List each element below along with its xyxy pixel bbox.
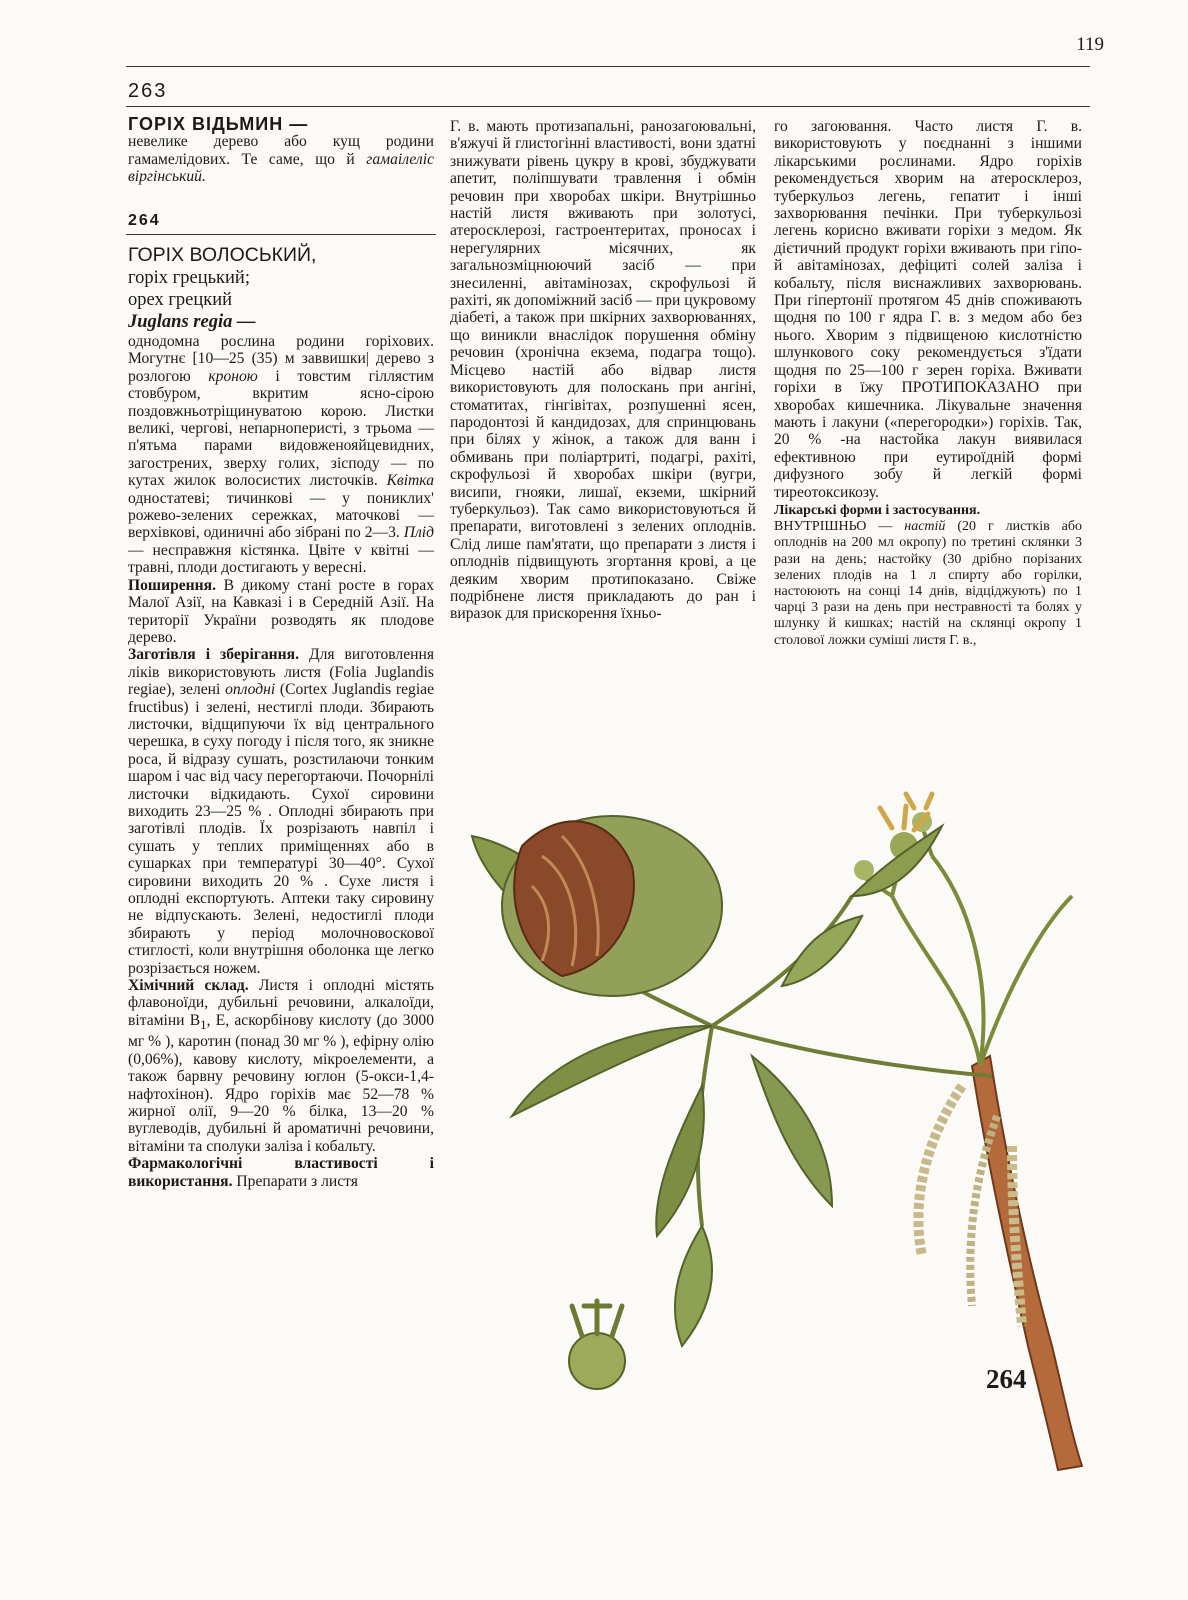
harvesting-paragraph: Заготівля і зберігання. Для виготовлення ліків використовують листя (Folia Juglandis regiae), зелені оплодні (Cortex Juglandis regiae fructibus) і зелені, нестиглі плоди. Збирають листочки, відщипуючи їх від центрального черешка, в суху погоду і після того, як зникне роса, й відразу сушать, розстилаючи тонким шаром і час від часу перегортаючи. Почорнілі листочки відкидають. Сухої сировини виходить 23—25 % . Оплодні збирають при заготівлі плодів. Їх розрізають навпіл і сушать у теплих приміщеннях або в сушарках при температурі 30—40°. Сухої сировини виходить 20 % . Сухе листя і оплодні експортують. Аптеки таку сировину не відпускають. Зелені, недостиглі плоди збирають у період молочновоскової стиглості, коли внутрішня оболонка ще легко розрізається ножем. — [128, 646, 435, 977]
chemistry-paragraph: Хімічний склад. Листя і оплодні містять флавоноїди, дубильні речовини, алкалоїди, вітаміни $B_1$, E, аскорбінову кислоту (до 3000 мг % ), каротин (понад 30 мг % ), ефірну олію (0,06%), кавову кислоту, мікроелементи, а також барвну речовину юглон (5-окси-1,4-нафтохінон). Ядро горіхів має 52—78 % жирної олії, 9—20 % білка, 13—20 % вуглеводів, дубильні й ароматичні речовини, вітаміни та сполуки заліза і кобальту. — [128, 977, 435, 1155]
top-rule — [126, 66, 1090, 67]
entry-263-text: невелике дерево або кущ родини гамамелідових. Те саме, що й гамаілеліс віргінський. — [128, 133, 434, 186]
leaflet — [656, 1086, 704, 1236]
figure-label: 264 — [986, 1364, 1027, 1394]
entry-264-column — [128, 244, 434, 1190]
distribution-paragraph: Поширення. В дикому стані росте в горах Малої Азії, на Кавказі і в Середній Азії. На території України розводять як плодове дерево. — [128, 576, 434, 646]
entry-number-263: 263 — [128, 80, 168, 102]
entry-rule — [126, 106, 1090, 107]
female-flower-detail — [569, 1333, 625, 1389]
synonym-russian: орех грецкий — [128, 290, 233, 310]
column-2-text — [450, 118, 756, 623]
synonym-ukrainian: горіх грецький; — [128, 268, 250, 288]
entry-263-title: ГОРІХ ВІДЬМИН — — [128, 114, 309, 134]
branch-stem — [972, 1056, 1082, 1470]
entry-263 — [128, 116, 434, 186]
description-paragraph: однодомна рослина родини горіхових. Могутнє [10—25 (35) м заввишки| дерево з розлогою кроною і товстим гіллястим стовбуром, вкритим ясно-сірою поздовжньотріщинуватою корою. Листки великі, чергові, непарноперисті, з трьома — п'ятьма парами видовженояйцевидних, загострених, зверху голих, зісподу — по кутах жилок волосистих листочків. Квітка одностатеві; тичинкові — у пониклих' рожево-зелених сережках, маточкові — верхівкові, одиничні або зібрані по 2—3. Плід — несправжня кістянка. Цвіте v квітні — травні, плоди достигають у вересні. — [128, 333, 434, 577]
entry-number-264: 264 — [128, 212, 161, 229]
leaflet — [675, 1226, 712, 1346]
pharmacology-continued-2: го загоювання. Часто листя Г. в. використовують у поєднанні з іншими лікарськими рослинами. Ядро горіхів рекомендується хворим на атеросклероз, туберкульоз легень, гепатит і інші захворювання печінки. При туберкульозі легень корисно вживати горіхи з медом. Як дієтичний продукт горіхи вживають при гіпо- й авітамінозах, дефіциті солей заліза і кобальту, після виснажливих захворювань. При гіпертонії протягом 45 днів споживають щодня по 100 г ядра Г. в. з медом або без нього. Хворим з підвищеною кислотністю шлункового соку рекомендується з'їдати щодня по 25—100 г зерен горіха. Вживати горіхи в їжу ПРОТИПОКАЗАНО при хворобах кишечника. Лікувальне значення мають і лакуни («перегородки») горіхів. Так, 20 % -на настойка лакун виявилася ефективною при еутироїдній формі дифузного зобу й легкій формі тиреотоксикозу. — [774, 118, 1082, 501]
pharmacology-continued: Г. в. мають протизапальні, ранозагоювальні, в'яжучі й глистогінні властивості, вони здатні знижувати рівень цукру в крові, збуджувати апетит, поліпшувати травлення і обмін речовин при хворобах шкіри. Внутрішньо настій листя вживають при золотусі, атеросклерозі, гастроентеритах, проносах і нерегулярних місячних, як загальнозміцнюючий засіб — при знесиленні, авітамінозах, скрофульозі й рахіті, як допоміжний засіб — при цукровому діабеті, а також при шкірних захворюваннях, що виникли внаслідок порушення обміну речовин (хронічна екзема, подагра тощо). Місцево настій або відвар листя використовують для полоскань при ангіні, стоматитах, гінгівітах, розпушенні ясен, пародонтозі й кандидозах, для спринцювань при білях у жінок, а також для ванн і обмивань при поліартриті, подагрі, рахіті, скрофульозі й хворобах шкіри (вугри, висипи, гнояки, лишаї, екземи, шкірний туберкульоз). Так само використовуються й препарати, виготовлені з зелених оплоднів. Слід лише пам'ятати, що препарати з листя і оплоднів підвищують згортання крові, а це деяким хворим протипоказано. Свіже подрібнене листя прикладають до ран і виразок для прискорення їхньо- — [450, 118, 756, 623]
page-number: 119 — [1076, 34, 1104, 55]
male-catkin — [918, 1086, 962, 1256]
pharmacology-paragraph: Фармакологічні властивості і використання. Препарати з листя — [128, 1155, 434, 1190]
entry-264-rule — [126, 234, 436, 235]
dosage-forms-text: ВНУТРІШНЬО — настій (20 г листків або оплоднів на 200 мл окропу) по третині склянки 3 рази на день; настойку (30 дрібно порізаних зелених плодів на 1 л спирту або горілки, настоюють на сонці 14 днів, відціджують) по 1 чарці 3 рази на день при нестравності та болях у шлунку й кишках; настій на склянці окропу 1 столової ложки суміші листя Г. в., — [774, 519, 1082, 648]
dosage-forms-heading: Лікарські форми і застосування. — [774, 502, 981, 518]
leaflet — [512, 1026, 712, 1116]
female-flower-detail-stigma — [572, 1301, 622, 1336]
leaflet — [782, 916, 862, 986]
latin-name: Juglans regia — — [128, 312, 256, 332]
column-3-text — [774, 118, 1082, 649]
entry-264-title: ГОРІХ ВОЛОСЬКИЙ, — [128, 244, 317, 266]
leaflet — [752, 1056, 832, 1206]
